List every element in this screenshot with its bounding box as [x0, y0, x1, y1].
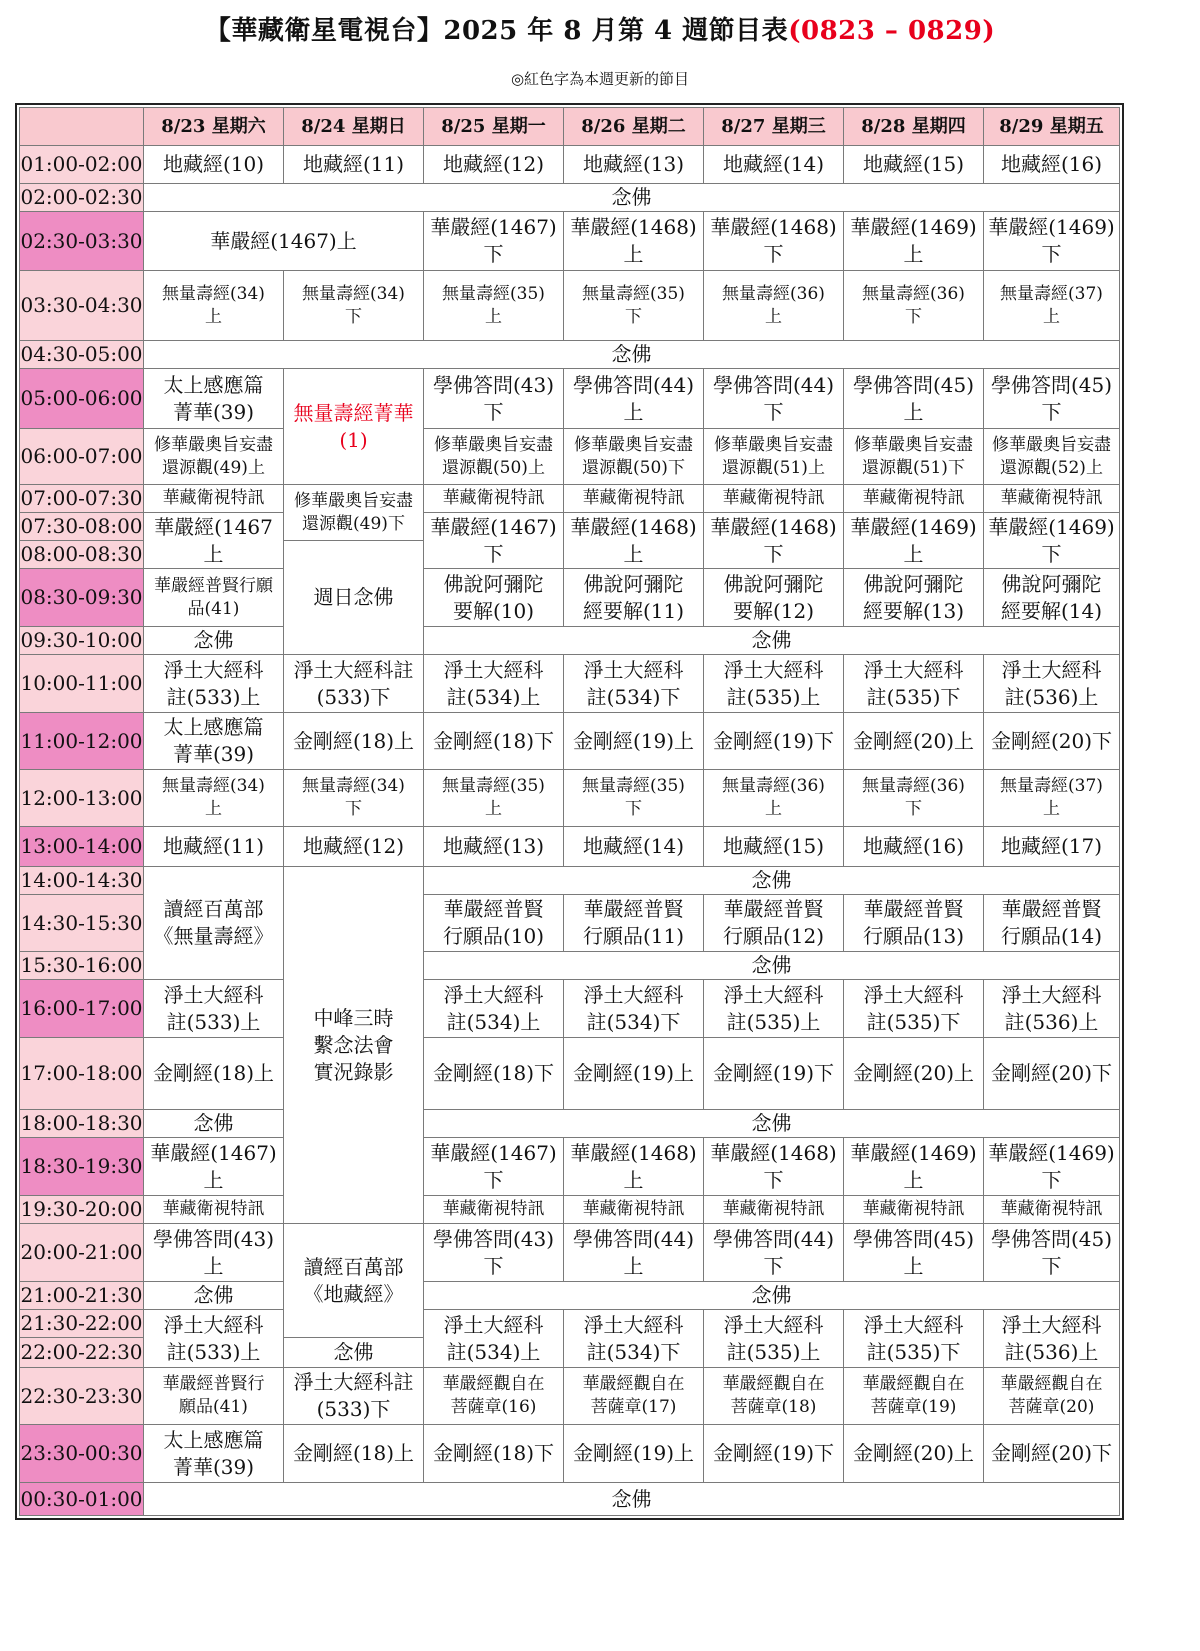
- program-cell: 念佛: [144, 1282, 284, 1310]
- program-cell: 念佛: [144, 627, 284, 655]
- program-cell: 淨土大經科 註(534)下: [564, 1310, 704, 1368]
- program-cell: 太上感應篇 菁華(39): [144, 713, 284, 770]
- time-slot: 02:30-03:30: [20, 212, 144, 271]
- program-cell: 華嚴經(1467)上: [144, 212, 424, 271]
- program-cell: 淨土大經科 註(535)下: [844, 980, 984, 1038]
- table-row: [20, 184, 1120, 212]
- program-cell: 學佛答問(45) 下: [984, 1224, 1120, 1282]
- time-slot: 08:30-09:30: [20, 569, 144, 627]
- program-cell: 地藏經(10): [144, 146, 284, 184]
- time-slot: 10:00-11:00: [20, 655, 144, 713]
- program-cell: 淨土大經科 註(534)上: [424, 980, 564, 1038]
- program-cell: 修華嚴奧旨妄盡 還源觀(50)下: [564, 429, 704, 485]
- time-slot: 07:30-08:00: [20, 513, 144, 541]
- program-cell: 金剛經(18)上: [284, 713, 424, 770]
- program-cell: 華嚴經普賢行願 品(41): [144, 569, 284, 627]
- time-slot: 12:00-13:00: [20, 770, 144, 827]
- time-slot: 03:30-04:30: [20, 271, 144, 341]
- program-cell: 金剛經(20)下: [984, 713, 1120, 770]
- program-cell: 華藏衛視特訊: [144, 485, 284, 513]
- table-row: [20, 655, 1120, 713]
- program-cell: 地藏經(14): [704, 146, 844, 184]
- program-cell: 念佛: [144, 341, 1120, 369]
- program-cell: 淨土大經科 註(534)上: [424, 1310, 564, 1368]
- program-cell: 金剛經(19)下: [704, 1425, 844, 1483]
- program-cell: 無量壽經(36) 上: [704, 271, 844, 341]
- program-cell: 華嚴經(1469) 下: [984, 1138, 1120, 1196]
- table-row: [20, 1224, 1120, 1282]
- time-slot: 20:00-21:00: [20, 1224, 144, 1282]
- program-cell: 修華嚴奧旨妄盡 還源觀(50)上: [424, 429, 564, 485]
- day-header: 8/24 星期日: [284, 108, 424, 146]
- day-header: 8/27 星期三: [704, 108, 844, 146]
- program-cell: 華藏衛視特訊: [984, 485, 1120, 513]
- time-slot: 21:30-22:00: [20, 1310, 144, 1338]
- table-row: [20, 146, 1120, 184]
- time-slot: 13:00-14:00: [20, 827, 144, 867]
- program-cell: 金剛經(20)上: [844, 713, 984, 770]
- time-slot: 23:30-00:30: [20, 1425, 144, 1483]
- time-slot: 09:30-10:00: [20, 627, 144, 655]
- program-cell: 佛說阿彌陀 經要解(13): [844, 569, 984, 627]
- program-cell: 無量壽經(35) 上: [424, 770, 564, 827]
- table-row: [20, 429, 1120, 485]
- program-cell: 念佛: [144, 1483, 1120, 1516]
- program-cell: 淨土大經科註 (533)下: [284, 1368, 424, 1425]
- program-cell: 學佛答問(44) 下: [704, 369, 844, 429]
- program-cell: 華嚴經(1469) 上: [844, 212, 984, 271]
- time-slot: 14:00-14:30: [20, 867, 144, 895]
- time-slot: 19:30-20:00: [20, 1196, 144, 1224]
- program-cell: 金剛經(20)上: [844, 1038, 984, 1110]
- day-header: 8/29 星期五: [984, 108, 1120, 146]
- program-cell: 學佛答問(44) 上: [564, 1224, 704, 1282]
- table-row: [20, 212, 1120, 271]
- legend-note: ◎紅色字為本週更新的節目: [510, 70, 690, 88]
- program-cell: 地藏經(11): [284, 146, 424, 184]
- table-row: [20, 627, 1120, 655]
- table-row: [20, 1038, 1120, 1110]
- program-cell: 金剛經(18)下: [424, 713, 564, 770]
- program-cell: 念佛: [424, 627, 1120, 655]
- program-cell: 無量壽經(36) 上: [704, 770, 844, 827]
- program-cell: 淨土大經科 註(535)上: [704, 980, 844, 1038]
- day-header: 8/23 星期六: [144, 108, 284, 146]
- program-cell: 佛說阿彌陀 要解(10): [424, 569, 564, 627]
- program-cell: 地藏經(15): [704, 827, 844, 867]
- program-cell: 無量壽經(37) 上: [984, 271, 1120, 341]
- program-cell: 淨土大經科 註(534)上: [424, 655, 564, 713]
- program-cell: 淨土大經科 註(533)上: [144, 1310, 284, 1368]
- day-header: 8/26 星期二: [564, 108, 704, 146]
- program-cell: 華嚴經(1469) 上: [844, 513, 984, 569]
- program-cell: 華嚴經(1468) 上: [564, 212, 704, 271]
- program-cell: 華嚴經(1468) 下: [704, 212, 844, 271]
- program-cell: 華藏衛視特訊: [984, 1196, 1120, 1224]
- program-cell: 無量壽經(35) 下: [564, 770, 704, 827]
- time-slot: 04:30-05:00: [20, 341, 144, 369]
- program-cell: 華嚴經觀自在 菩薩章(20): [984, 1368, 1120, 1425]
- program-cell: 華嚴經普賢 行願品(10): [424, 895, 564, 952]
- program-cell: 無量壽經(35) 下: [564, 271, 704, 341]
- table-row: [20, 569, 1120, 627]
- program-cell: 金剛經(18)下: [424, 1425, 564, 1483]
- program-cell: 念佛: [144, 1110, 284, 1138]
- table-row: [20, 980, 1120, 1038]
- table-row: [20, 1310, 1120, 1338]
- program-cell: 華嚴經觀自在 菩薩章(18): [704, 1368, 844, 1425]
- program-cell: 華嚴經普賢行 願品(41): [144, 1368, 284, 1425]
- table-row: [20, 369, 1120, 429]
- program-cell: 學佛答問(45) 上: [844, 369, 984, 429]
- program-cell: 修華嚴奧旨妄盡 還源觀(51)下: [844, 429, 984, 485]
- program-cell: 華嚴經(1468) 上: [564, 513, 704, 569]
- time-slot: 00:30-01:00: [20, 1483, 144, 1516]
- program-cell: 地藏經(16): [984, 146, 1120, 184]
- program-cell: 淨土大經科 註(535)下: [844, 655, 984, 713]
- program-cell: 讀經百萬部 《無量壽經》: [144, 867, 284, 980]
- program-cell: 華藏衛視特訊: [844, 485, 984, 513]
- program-cell: 華藏衛視特訊: [704, 485, 844, 513]
- program-cell: 淨土大經科 註(536)上: [984, 655, 1120, 713]
- program-cell: 華藏衛視特訊: [424, 485, 564, 513]
- program-cell: 佛說阿彌陀 經要解(11): [564, 569, 704, 627]
- program-cell: 華藏衛視特訊: [564, 1196, 704, 1224]
- program-cell: 華藏衛視特訊: [844, 1196, 984, 1224]
- program-cell: 地藏經(11): [144, 827, 284, 867]
- program-cell: 金剛經(20)下: [984, 1425, 1120, 1483]
- header-row: [20, 108, 1120, 146]
- program-cell: 念佛: [144, 184, 1120, 212]
- program-cell: 無量壽經(34) 下: [284, 271, 424, 341]
- program-cell: 金剛經(19)上: [564, 713, 704, 770]
- program-cell: 佛說阿彌陀 經要解(14): [984, 569, 1120, 627]
- program-cell: 淨土大經科 註(535)下: [844, 1310, 984, 1368]
- program-cell: 太上感應篇 菁華(39): [144, 1425, 284, 1483]
- table-row: [20, 770, 1120, 827]
- time-slot: 01:00-02:00: [20, 146, 144, 184]
- day-header: 8/28 星期四: [844, 108, 984, 146]
- program-cell: 地藏經(13): [424, 827, 564, 867]
- program-cell: 淨土大經科 註(534)下: [564, 980, 704, 1038]
- program-cell: 金剛經(19)下: [704, 1038, 844, 1110]
- program-cell: 金剛經(20)上: [844, 1425, 984, 1483]
- schedule-table: [19, 107, 1120, 1516]
- program-cell: 地藏經(12): [284, 827, 424, 867]
- time-slot: 21:00-21:30: [20, 1282, 144, 1310]
- program-cell: 淨土大經科 註(534)下: [564, 655, 704, 713]
- table-row: [20, 1138, 1120, 1196]
- program-cell: 金剛經(19)上: [564, 1038, 704, 1110]
- program-cell: 學佛答問(45) 下: [984, 369, 1120, 429]
- program-cell: 地藏經(14): [564, 827, 704, 867]
- time-slot: 16:00-17:00: [20, 980, 144, 1038]
- program-cell: 華嚴經觀自在 菩薩章(16): [424, 1368, 564, 1425]
- program-cell: 淨土大經科 註(533)上: [144, 980, 284, 1038]
- program-cell: 華嚴經(1467) 下: [424, 1138, 564, 1196]
- time-slot: 17:00-18:00: [20, 1038, 144, 1110]
- table-row: [20, 1368, 1120, 1425]
- time-slot: 22:00-22:30: [20, 1338, 144, 1368]
- program-cell: 無量壽經(34) 上: [144, 271, 284, 341]
- time-slot: 08:00-08:30: [20, 541, 144, 569]
- program-cell: 無量壽經(37) 上: [984, 770, 1120, 827]
- program-cell: 修華嚴奧旨妄盡 還源觀(49)上: [144, 429, 284, 485]
- table-row: [20, 513, 1120, 541]
- table-row: [20, 827, 1120, 867]
- program-cell: 華藏衛視特訊: [424, 1196, 564, 1224]
- program-cell: 佛說阿彌陀 要解(12): [704, 569, 844, 627]
- table-row: [20, 1425, 1120, 1483]
- program-cell: 金剛經(18)上: [144, 1038, 284, 1110]
- program-cell: 金剛經(20)下: [984, 1038, 1120, 1110]
- time-slot: 22:30-23:30: [20, 1368, 144, 1425]
- table-row: [20, 485, 1120, 513]
- program-cell: 華嚴經(1468) 上: [564, 1138, 704, 1196]
- table-row: [20, 713, 1120, 770]
- program-cell: 地藏經(13): [564, 146, 704, 184]
- time-slot: 07:00-07:30: [20, 485, 144, 513]
- program-cell: 地藏經(15): [844, 146, 984, 184]
- program-cell: 華嚴經觀自在 菩薩章(19): [844, 1368, 984, 1425]
- program-cell: 華嚴經(1467) 下: [424, 513, 564, 569]
- program-cell: 金剛經(18)下: [424, 1038, 564, 1110]
- program-cell: 太上感應篇 菁華(39): [144, 369, 284, 429]
- time-slot: 15:30-16:00: [20, 952, 144, 980]
- program-cell: 學佛答問(45) 上: [844, 1224, 984, 1282]
- time-slot: 18:30-19:30: [20, 1138, 144, 1196]
- program-cell: 淨土大經科 註(536)上: [984, 1310, 1120, 1368]
- program-cell: 學佛答問(44) 上: [564, 369, 704, 429]
- time-slot: 05:00-06:00: [20, 369, 144, 429]
- program-cell: 華嚴經(1468) 下: [704, 1138, 844, 1196]
- program-cell: 淨土大經科 註(536)上: [984, 980, 1120, 1038]
- program-cell: 修華嚴奧旨妄盡 還源觀(49)下: [284, 485, 424, 541]
- program-cell-updated: 無量壽經菁華 (1): [284, 369, 424, 485]
- program-cell: 華嚴經普賢 行願品(11): [564, 895, 704, 952]
- program-cell: 念佛: [424, 952, 1120, 980]
- program-cell: 淨土大經科 註(535)上: [704, 655, 844, 713]
- program-cell: 學佛答問(43) 上: [144, 1224, 284, 1282]
- time-slot: 06:00-07:00: [20, 429, 144, 485]
- table-row: [20, 1282, 1120, 1310]
- corner-cell: [20, 108, 144, 146]
- program-cell: 華嚴經(1468) 下: [704, 513, 844, 569]
- time-slot: 11:00-12:00: [20, 713, 144, 770]
- day-header: 8/25 星期一: [424, 108, 564, 146]
- program-cell: 無量壽經(36) 下: [844, 271, 984, 341]
- program-cell: 學佛答問(44) 下: [704, 1224, 844, 1282]
- table-row: [20, 867, 1120, 895]
- time-slot: 02:00-02:30: [20, 184, 144, 212]
- program-cell: 金剛經(18)上: [284, 1425, 424, 1483]
- table-row: [20, 1483, 1120, 1516]
- program-cell: 學佛答問(43) 下: [424, 369, 564, 429]
- program-cell: 學佛答問(43) 下: [424, 1224, 564, 1282]
- program-cell: 金剛經(19)下: [704, 713, 844, 770]
- program-cell: 念佛: [424, 1282, 1120, 1310]
- program-cell: 念佛: [424, 867, 1120, 895]
- program-cell: 華藏衛視特訊: [564, 485, 704, 513]
- program-cell: 地藏經(16): [844, 827, 984, 867]
- table-row: [20, 271, 1120, 341]
- program-cell: 華嚴經(1467) 下: [424, 212, 564, 271]
- table-row: [20, 1110, 1120, 1138]
- program-cell: 讀經百萬部 《地藏經》: [284, 1224, 424, 1338]
- program-cell: 華嚴經普賢 行願品(13): [844, 895, 984, 952]
- page-title: 【華藏衛星電視台】2025 年 8 月第 4 週節目表(0823 – 0829): [204, 16, 996, 46]
- program-cell: 華嚴經(1467) 上: [144, 1138, 284, 1196]
- program-cell: 華嚴經(1469) 下: [984, 513, 1120, 569]
- program-cell: 淨土大經科 註(535)上: [704, 1310, 844, 1368]
- date-range: (0823 – 0829): [788, 16, 996, 46]
- program-cell: 淨土大經科 註(533)上: [144, 655, 284, 713]
- program-cell: 華嚴經(1469) 上: [844, 1138, 984, 1196]
- table-row: [20, 1196, 1120, 1224]
- program-cell: 無量壽經(34) 下: [284, 770, 424, 827]
- program-cell: 週日念佛: [284, 541, 424, 655]
- program-cell: 念佛: [284, 1338, 424, 1368]
- program-cell: 華藏衛視特訊: [704, 1196, 844, 1224]
- program-cell: 修華嚴奧旨妄盡 還源觀(52)上: [984, 429, 1120, 485]
- program-cell: 華藏衛視特訊: [144, 1196, 284, 1224]
- program-cell: 無量壽經(34) 上: [144, 770, 284, 827]
- table-row: [20, 341, 1120, 369]
- program-cell: 金剛經(19)上: [564, 1425, 704, 1483]
- program-cell: 地藏經(17): [984, 827, 1120, 867]
- program-cell: 修華嚴奧旨妄盡 還源觀(51)上: [704, 429, 844, 485]
- time-slot: 14:30-15:30: [20, 895, 144, 952]
- program-cell: 無量壽經(36) 下: [844, 770, 984, 827]
- schedule-table-frame: [15, 103, 1124, 1520]
- program-cell: 華嚴經普賢 行願品(14): [984, 895, 1120, 952]
- program-cell: 念佛: [424, 1110, 1120, 1138]
- program-cell: 華嚴經普賢 行願品(12): [704, 895, 844, 952]
- program-cell: 中峰三時 繫念法會 實況錄影: [284, 867, 424, 1224]
- program-cell: 地藏經(12): [424, 146, 564, 184]
- time-slot: 18:00-18:30: [20, 1110, 144, 1138]
- program-cell: 華嚴經觀自在 菩薩章(17): [564, 1368, 704, 1425]
- program-cell: 無量壽經(35) 上: [424, 271, 564, 341]
- program-cell: 淨土大經科註 (533)下: [284, 655, 424, 713]
- program-cell: 華嚴經(1469) 下: [984, 212, 1120, 271]
- program-cell: 華嚴經(1467 上: [144, 513, 284, 569]
